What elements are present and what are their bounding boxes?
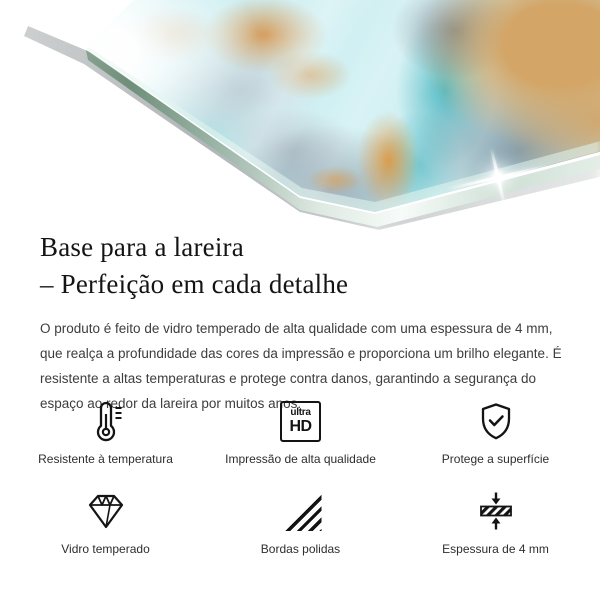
feature-surface-protection bbox=[398, 399, 593, 466]
feature-thickness bbox=[398, 489, 593, 556]
feature-label: Vidro temperado bbox=[61, 542, 150, 556]
product-description: O produto é feito de vidro temperado de alta qualidade com uma espessura de 4 mm, que realça a profundidade das cores da impressão e proporciona um brilho elegante. É resistente a altas temperaturas e protege contra danos, garantindo a segurança do espaço ao redor da lareira por muitos anos. bbox=[40, 321, 562, 411]
feature-label: Protege a superfície bbox=[441, 452, 550, 466]
feature-polished-edges bbox=[203, 489, 398, 556]
page-title-line2: – Perfeição em cada detalhe bbox=[40, 269, 349, 299]
product-text-section bbox=[40, 229, 564, 416]
features-grid bbox=[8, 399, 593, 556]
feature-temperature bbox=[8, 399, 203, 466]
feature-tempered-glass bbox=[8, 489, 203, 556]
page-title-line1: Base para a lareira bbox=[40, 232, 244, 262]
polished-edges-icon bbox=[280, 489, 322, 533]
ultra-hd-icon-text-bottom: HD bbox=[289, 417, 312, 435]
diamond-icon bbox=[85, 489, 127, 533]
feature-print-quality bbox=[203, 399, 398, 466]
feature-label: Impressão de alta qualidade bbox=[225, 452, 376, 466]
feature-label: Espessura de 4 mm bbox=[442, 542, 549, 556]
ultra-hd-icon bbox=[280, 399, 321, 443]
thickness-4mm-icon bbox=[476, 489, 516, 533]
feature-label: Bordas polidas bbox=[260, 542, 341, 556]
ultra-hd-icon-text-top: ultra bbox=[290, 406, 311, 418]
shield-check-icon bbox=[476, 399, 516, 443]
thermometer-icon bbox=[86, 399, 126, 443]
product-image bbox=[0, 0, 600, 232]
feature-label: Resistente à temperatura bbox=[38, 452, 173, 466]
page-title bbox=[40, 229, 564, 303]
